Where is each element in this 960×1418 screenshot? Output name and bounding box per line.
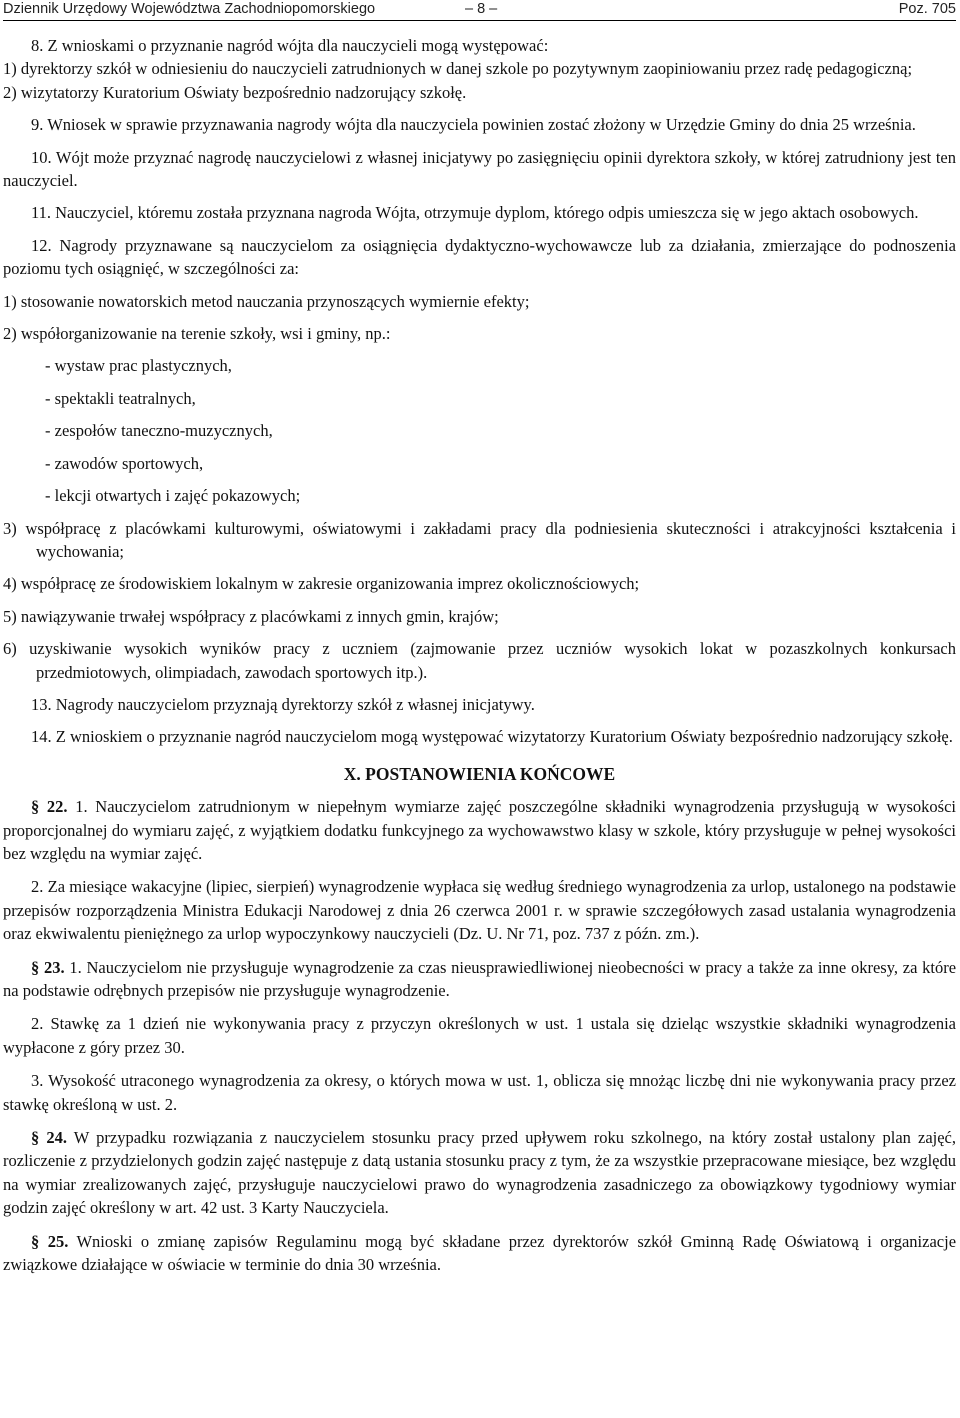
page-header bbox=[3, 0, 956, 21]
list-item: - spektakli teatralnych, bbox=[45, 388, 196, 408]
section-25-paragraph: § 25. Wnioski o zmianę zapisów Regulaminu mogą być składane przez dyrektorów szkół Gminną Radę Oświatową i organizacje związkowe działające w oświacie w terminie do dnia 30 września. bbox=[3, 1231, 957, 1275]
section-22-mark: § 22. bbox=[31, 797, 68, 817]
paragraph-8-item-2: 2) wizytatorzy Kuratorium Oświaty bezpośrednio nadzorujący szkołę. bbox=[3, 82, 467, 102]
paragraph-12-item-6: 6) uzyskiwanie wysokich wyników pracy z uczniem (zajmowanie przez uczniów wysokich lokat w pozaszkolnych konkursach przedmiotowych, olimpiadach, zawodach sportowych itp.). bbox=[3, 639, 956, 682]
page-number: – 8 – bbox=[465, 1, 498, 17]
paragraph-12-item-1: 1) stosowanie nowatorskich metod nauczania przynoszących wymiernie efekty; bbox=[3, 291, 530, 311]
section-22-paragraph-2: 2. Za miesiące wakacyjne (lipiec, sierpień) wynagrodzenie wypłaca się według średniego wynagrodzenia za urlop, ustalonego na podstawie przepisów rozporządzenia Ministra Edukacji Narodowej z dnia 26 czerwca 2001 r. w sprawie szczegółowych zasad ustalania wynagrodzenia oraz ekwiwalentu pieniężnego za urlop wypoczynkowy nauczycieli (Dz. U. Nr 71, poz. 737 z późn. zm.). bbox=[3, 877, 956, 944]
document-body bbox=[3, 34, 956, 1276]
section-22-paragraph-1: § 22. 1. Nauczycielom zatrudnionym w niepełnym wymiarze zajęć poszczególne składniki wynagrodzenia przysługują w wysokości proporcjonalnej do wymiaru zajęć, z wyjątkiem dodatku funkcyjnego za wychowawstwo klasy w szkole, który przysługuje w pełnej wysokości bez względu na wymiar zajęć. bbox=[3, 797, 956, 863]
section-23-paragraph-1: § 23. 1. Nauczycielom nie przysługuje wynagrodzenie za czas nieusprawiedliwionej nieobecności w pracy a także za inne okresy, za które na podstawie odrębnych przepisów nie przysługuje wynagrodzenie. bbox=[3, 957, 957, 1000]
paragraph-10: 10. Wójt może przyznać nagrodę nauczycielowi z własnej inicjatywy po zasięgnięciu opinii dyrektora szkoły, w której zatrudniony jest ten nauczyciel. bbox=[3, 147, 956, 191]
paragraph-12-item-5: 5) nawiązywanie trwałej współpracy z placówkami z innych gmin, krajów; bbox=[3, 606, 499, 626]
paragraph-8: 8. Z wnioskami o przyznanie nagród wójta dla nauczycieli mogą występować: bbox=[31, 36, 549, 55]
paragraph-12-item-4: 4) współpracę ze środowiskiem lokalnym w zakresie organizowania imprez okolicznościowych; bbox=[3, 574, 640, 594]
section-25-mark: § 25. bbox=[31, 1231, 69, 1251]
section-24-paragraph: § 24. W przypadku rozwiązania z nauczycielem stosunku pracy przed upływem roku szkolnego, na który został ustalony plan zajęć, rozliczenie z przydzielonych godzin zajęć następuje z datą ustania stosunku pracy z tym, że za wszystkie przepracowane miesiące, bez względu na wymiar zrealizowanych zajęć, przysługuje nauczycielowi prawo do wynagrodzenia zasadniczego za obowiązkowy tygodniowy wymiar godzin zajęć określony w art. 42 ust. 3 Karty Nauczyciela. bbox=[3, 1128, 957, 1218]
list-item: - lekcji otwartych i zajęć pokazowych; bbox=[45, 486, 301, 506]
list-item: - zawodów sportowych, bbox=[45, 453, 204, 473]
list-item: - wystaw prac plastycznych, bbox=[45, 356, 232, 376]
paragraph-11: 11. Nauczyciel, któremu została przyznana nagroda Wójta, otrzymuje dyplom, którego odpis umieszcza się w jego aktach osobowych. bbox=[31, 203, 919, 223]
paragraph-8-item-1: 1) dyrektorzy szkół w odniesieniu do nauczycieli zatrudnionych w danej szkole po pozytywnym zaopiniowaniu przez radę pedagogiczną; bbox=[3, 59, 913, 79]
paragraph-12-item-3: 3) współpracę z placówkami kulturowymi, oświatowymi i zakładami pracy dla podniesienia skuteczności i atrakcyjności kształcenia i wychowania; bbox=[3, 518, 956, 561]
paragraph-13: 13. Nagrody nauczycielom przyznają dyrektorzy szkół z własnej inicjatywy. bbox=[31, 694, 535, 714]
journal-title: Dziennik Urzędowy Województwa Zachodniopomorskiego bbox=[3, 1, 376, 17]
paragraph-12-item-2: 2) współorganizowanie na terenie szkoły, wsi i gminy, np.: bbox=[3, 324, 391, 344]
section-title: X. POSTANOWIENIA KOŃCOWE bbox=[343, 763, 616, 784]
section-23-paragraph-3: 3. Wysokość utraconego wynagrodzenia za okresy, o których mowa w ust. 1, oblicza się mnożąc liczbę dni nie wykonywania pracy przez stawkę określoną w ust. 2. bbox=[3, 1071, 956, 1114]
section-23-mark: § 23. bbox=[31, 957, 65, 977]
position-number: Poz. 705 bbox=[898, 1, 956, 17]
list-item: - zespołów taneczno-muzycznych, bbox=[45, 421, 273, 441]
section-24-mark: § 24. bbox=[31, 1128, 67, 1148]
paragraph-9: 9. Wniosek w sprawie przyznawania nagrody wójta dla nauczyciela powinien zostać złożony w Urzędzie Gminy do dnia 25 września. bbox=[31, 115, 916, 135]
paragraph-12: 12. Nagrody przyznawane są nauczycielom za osiągnięcia dydaktyczno-wychowawcze lub za działania, zmierzające do podnoszenia poziomu tych osiągnięć, w szczególności za: bbox=[3, 235, 956, 279]
section-23-paragraph-2: 2. Stawkę za 1 dzień nie wykonywania pracy z przyczyn określonych w ust. 1 ustala się dzieląc wszystkie składniki wynagrodzenia wypłacone z góry przez 30. bbox=[3, 1014, 956, 1057]
paragraph-14: 14. Z wnioskiem o przyznanie nagród nauczycielom mogą występować wizytatorzy Kuratorium Oświaty bezpośrednio nadzorujący szkołę. bbox=[31, 727, 953, 747]
